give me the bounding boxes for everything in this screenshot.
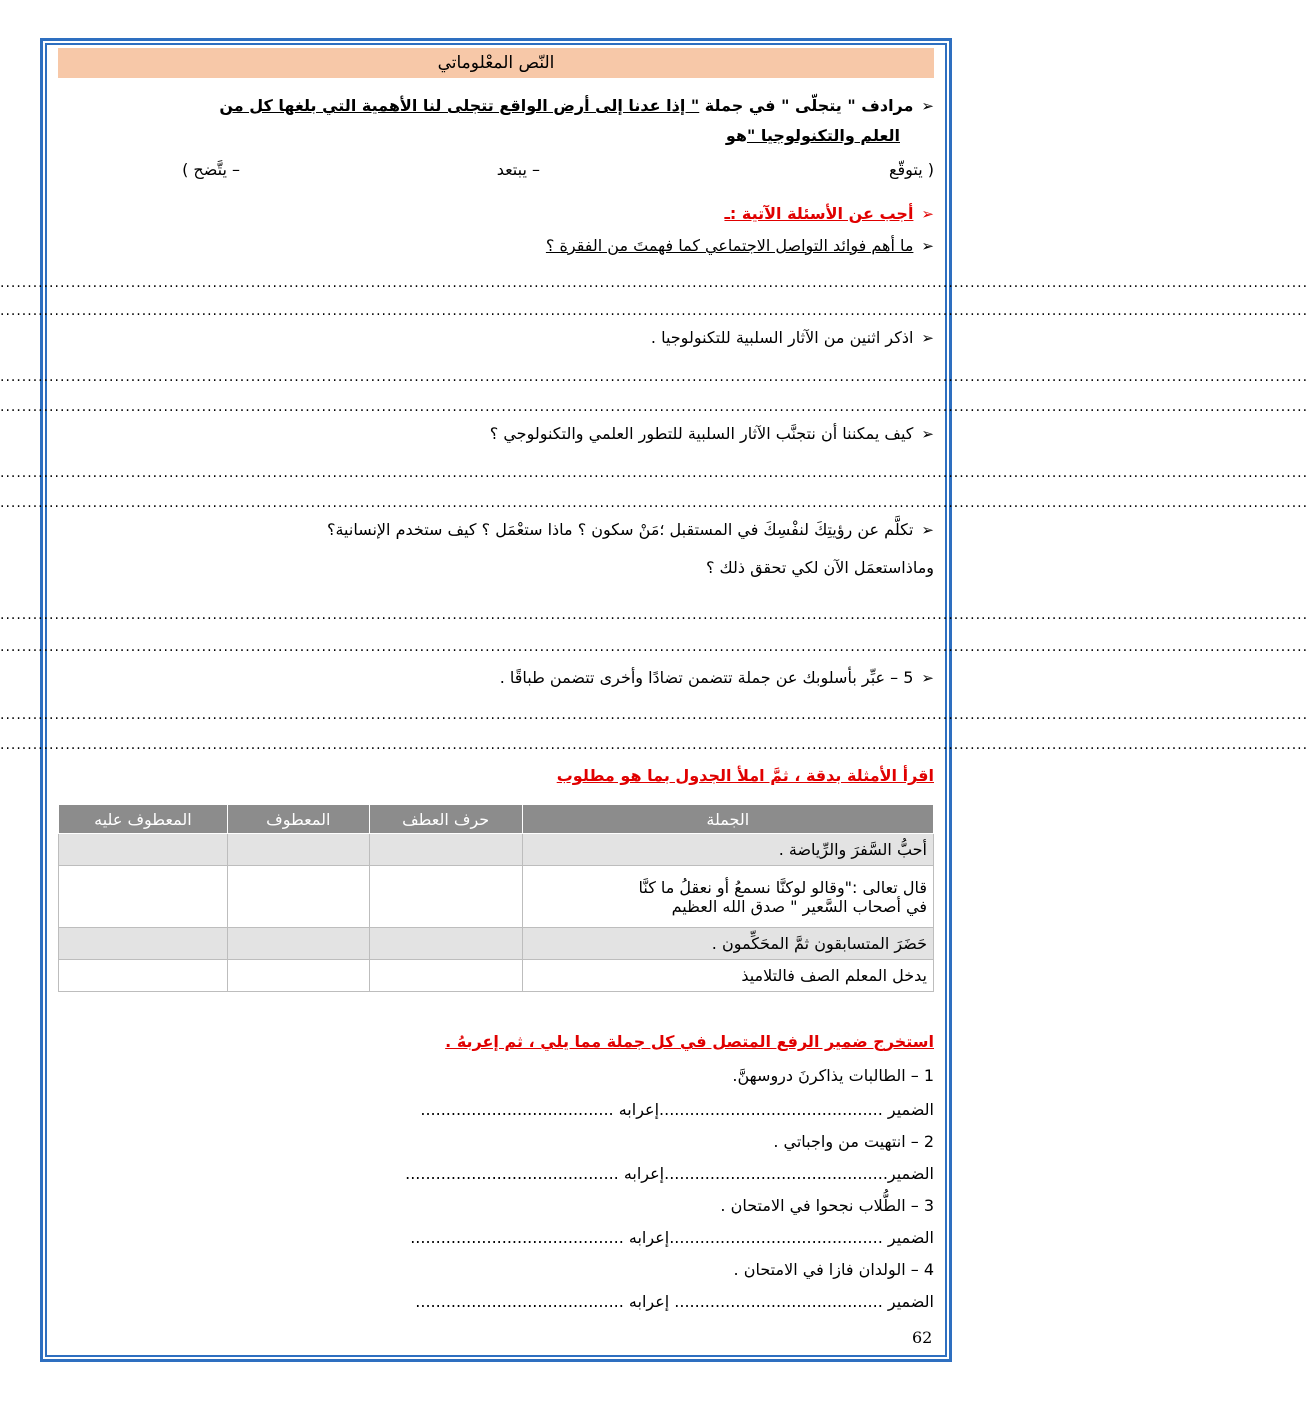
- extract-title-text: استخرج ضمير الرفع المتصل في كل جملة مما يلي ، ثم إعربهُ .: [445, 1032, 934, 1051]
- answer-line[interactable]: ................................................................................................................................................................................................................................................: [0, 369, 1308, 385]
- table-header: حرف العطف: [369, 805, 522, 834]
- answer-line[interactable]: ................................................................................................................................................................................................................................................: [0, 465, 1308, 481]
- extract-sentence-3: 3 – الطُّلاب نجحوا في الامتحان .: [720, 1196, 934, 1215]
- synonym-question-start: مرادف " يتجلّى " في جملة: [699, 96, 914, 115]
- extract-sentence-4: 4 – الولدان فازا في الامتحان .: [733, 1260, 934, 1279]
- arrow-bullet-icon: ➢: [921, 205, 934, 223]
- question-5-text: 5 – عبِّر بأسلوبك عن جملة تتضمن تضادًا وأخرى تتضمن طباقًا .: [499, 668, 914, 687]
- choice-c: – يتَّضح ): [182, 160, 240, 179]
- arrow-bullet-icon: ➢: [921, 97, 934, 115]
- question-3-text: كيف يمكننا أن نتجنَّب الآثار السلبية للتطور العلمي والتكنولوجي ؟: [489, 424, 914, 443]
- question-5: [500, 668, 934, 687]
- question-2: [651, 328, 934, 347]
- table-row: [59, 866, 934, 928]
- question-4-continued: وماذاستعمَل الآن لكي تحقق ذلك ؟: [705, 558, 934, 577]
- answer-line[interactable]: ................................................................................................................................................................................................................................................: [0, 303, 1308, 319]
- question-1: [546, 236, 934, 255]
- answer-cell[interactable]: [227, 960, 369, 992]
- table-title-text: اقرأ الأمثلة بدقة ، ثمَّ املأ الجدول بما هو مطلوب: [556, 766, 934, 785]
- arrow-bullet-icon: ➢: [921, 521, 934, 539]
- question-3: [490, 424, 934, 443]
- answer-cell[interactable]: [227, 866, 369, 928]
- answer-cell[interactable]: [59, 928, 228, 960]
- answer-cell[interactable]: [227, 834, 369, 866]
- question-1-text: ما أهم فوائد التواصل الاجتماعي كما فهمتَ من الفقرة ؟: [545, 236, 914, 255]
- sentence-cell: أحبُّ السَّفرَ والرِّياضة .: [522, 834, 933, 866]
- section-title-text: أجب عن الأسئلة الآتية :ـ: [724, 204, 914, 223]
- answer-line[interactable]: ................................................................................................................................................................................................................................................: [0, 639, 1308, 655]
- choice-a: ( يتوقّع: [888, 160, 934, 179]
- answer-cell[interactable]: [59, 960, 228, 992]
- synonym-question-end: هو: [725, 126, 747, 145]
- extract-sentence-2: 2 – انتهيت من واجباتي .: [773, 1132, 934, 1151]
- extract-answer-2[interactable]: الضمير............................................إعرابه ..........................................: [405, 1164, 934, 1183]
- answer-line[interactable]: ................................................................................................................................................................................................................................................: [0, 737, 1308, 753]
- question-4: [327, 520, 934, 539]
- extract-sentence-1: 1 – الطالبات يذاكرنَ دروسهنَّ.: [732, 1066, 934, 1085]
- choice-b: – يبتعد: [496, 160, 540, 179]
- table-row: [59, 960, 934, 992]
- page-title: النّص المعْلوماتي: [58, 48, 934, 78]
- sentence-cell: حَضَرَ المتسابقون ثمَّ المحَكِّمون .: [522, 928, 933, 960]
- answer-cell[interactable]: [369, 834, 522, 866]
- question-2-text: اذكر اثنين من الآثار السلبية للتكنولوجيا .: [650, 328, 914, 347]
- synonym-question-quote-end: العلم والتكنولوجيا ": [746, 126, 900, 145]
- synonym-question: [219, 96, 934, 115]
- answer-line[interactable]: ................................................................................................................................................................................................................................................: [0, 495, 1308, 511]
- answer-line[interactable]: ................................................................................................................................................................................................................................................: [0, 275, 1308, 291]
- table-header: المعطوف: [227, 805, 369, 834]
- answer-cell[interactable]: [369, 866, 522, 928]
- extract-title: [445, 1032, 934, 1051]
- table-header-row: [59, 805, 934, 834]
- table-header: الجملة: [522, 805, 933, 834]
- answer-line[interactable]: ................................................................................................................................................................................................................................................: [0, 707, 1308, 723]
- sentence-line: في أصحاب السَّعير " صدق الله العظيم: [671, 896, 927, 916]
- synonym-question-quote: " إذا عدنا إلى أرض الواقع تتجلى لنا الأهمية التي بلغها كل من: [219, 96, 700, 115]
- table-row: [59, 834, 934, 866]
- synonym-question-line2: [726, 126, 900, 145]
- sentence-line: قال تعالى :"وقالو لوكنَّا نسمعُ أو نعقلُ ما كنَّا: [638, 877, 927, 897]
- answer-cell[interactable]: [369, 928, 522, 960]
- conjunction-table: [58, 804, 934, 992]
- arrow-bullet-icon: ➢: [921, 237, 934, 255]
- question-4-text: تكلَّم عن رؤيتِكَ لنفْسِكَ في المستقبل ؛مَنْ سكون ؟ ماذا ستعْمَل ؟ كيف ستخدم الإنسانية؟: [326, 520, 914, 539]
- sentence-cell: [522, 866, 933, 928]
- extract-answer-4[interactable]: الضمير ......................................... إعرابه .........................................: [415, 1292, 934, 1311]
- extract-answer-1[interactable]: الضمير ............................................إعرابه ......................................: [420, 1100, 934, 1119]
- answer-cell[interactable]: [227, 928, 369, 960]
- page-number: 62: [912, 1328, 933, 1347]
- answer-line[interactable]: ................................................................................................................................................................................................................................................: [0, 399, 1308, 415]
- arrow-bullet-icon: ➢: [921, 669, 934, 687]
- table-title: [557, 766, 934, 785]
- section-title: [724, 204, 934, 223]
- answer-cell[interactable]: [59, 834, 228, 866]
- arrow-bullet-icon: ➢: [921, 329, 934, 347]
- sentence-cell: يدخل المعلم الصف فالتلاميذ: [522, 960, 933, 992]
- answer-line[interactable]: ................................................................................................................................................................................................................................................: [0, 607, 1308, 623]
- answer-cell[interactable]: [369, 960, 522, 992]
- table-header: المعطوف عليه: [59, 805, 228, 834]
- extract-answer-3[interactable]: الضمير ..........................................إعرابه ..........................................: [410, 1228, 934, 1247]
- answer-cell[interactable]: [59, 866, 228, 928]
- table-row: [59, 928, 934, 960]
- arrow-bullet-icon: ➢: [921, 425, 934, 443]
